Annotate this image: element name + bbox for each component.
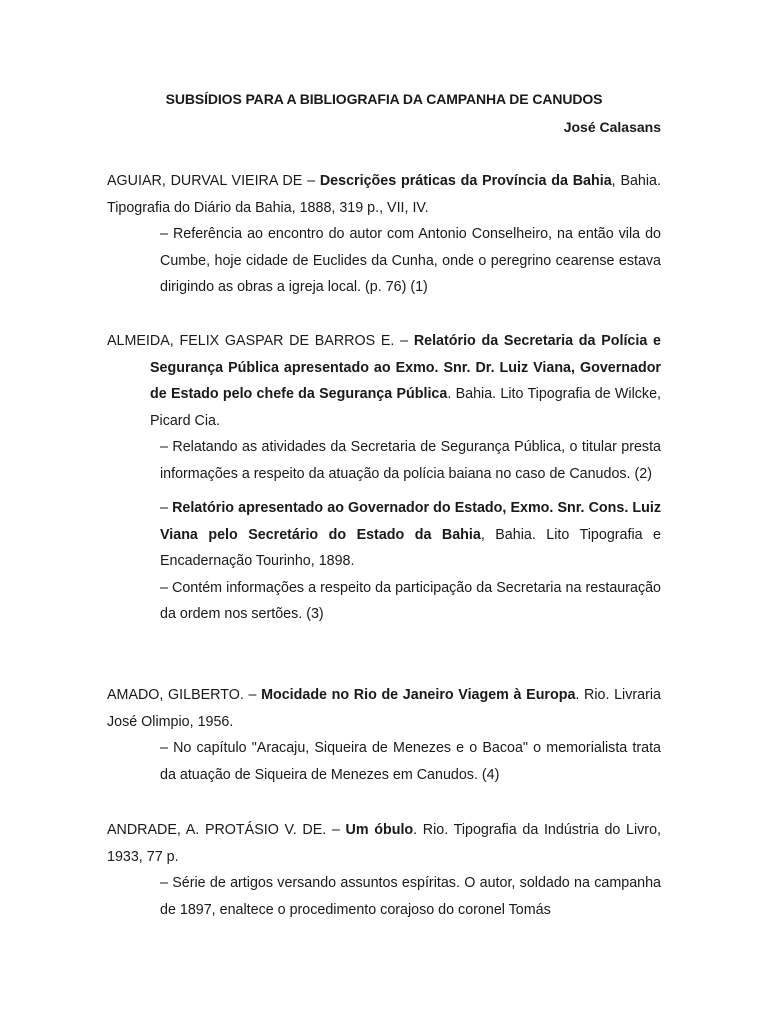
entry-citation <box>107 168 661 221</box>
bibliography-entry <box>107 817 661 923</box>
entry-note: – Série de artigos versando assuntos espíritas. O autor, soldado na campanha de 1897, enaltece o procedimento corajoso do coronel Tomás <box>160 875 661 918</box>
entry-work-title: Mocidade no Rio de Janeiro Viagem à Europa <box>261 687 576 703</box>
entry-citation <box>107 817 661 870</box>
entry-work-title: Descrições práticas da Província da Bahia <box>319 173 612 189</box>
entry-sub-publication: , Bahia. Lito Tipografia e Encadernação Tourinho, 1898. <box>160 526 662 569</box>
entry-sub-citation <box>107 495 661 575</box>
entry-citation <box>107 682 661 735</box>
entry-work-title: Relatório da Secretaria da Polícia e Segurança Pública apresentado ao Exmo. Snr. Dr. Luiz Viana, Governador de Estado pelo chefe da Segurança Pública <box>150 333 661 402</box>
entry-author: ANDRADE, A. PROTÁSIO V. DE. – <box>107 822 340 838</box>
entry-note: – Referência ao encontro do autor com Antonio Conselheiro, na então vila do Cumbe, hoje cidade de Euclides da Cunha, onde o peregrino cearense estava dirigindo as obras a igreja local. (p. 76) (1) <box>160 226 661 295</box>
entry-note: – Relatando as atividades da Secretaria de Segurança Pública, o titular presta informações a respeito da atuação da polícia baiana no caso de Canudos. (2) <box>160 439 661 482</box>
entry-sub-work-title: Relatório apresentado ao Governador do Estado, Exmo. Snr. Cons. Luiz Viana pelo Secretário do Estado da Bahia <box>160 500 661 543</box>
entry-sub-prefix: – <box>160 500 173 516</box>
entry-author: AMADO, GILBERTO. – <box>107 687 257 703</box>
entry-work-title: Um óbulo <box>345 822 414 838</box>
bibliography-entry <box>107 682 661 788</box>
entry-publication: . Bahia. Lito Tipografia de Wilcke, Picard Cia. <box>150 386 661 429</box>
entry-author: ALMEIDA, FELIX GASPAR DE BARROS E. – <box>107 333 409 349</box>
entry-publication: . Rio. Livraria José Olimpio, 1956. <box>107 687 661 730</box>
entry-sub-note: – Contém informações a respeito da participação da Secretaria na restauração da ordem nos sertões. (3) <box>160 579 661 622</box>
entry-note: – No capítulo "Aracaju, Siqueira de Menezes e o Bacoa" o memorialista trata da atuação de Siqueira de Menezes em Canudos. (4) <box>160 740 661 783</box>
bibliography-entry <box>107 328 661 628</box>
document-author: José Calasans <box>563 119 661 135</box>
document-title: SUBSÍDIOS PARA A BIBLIOGRAFIA DA CAMPANHA DE CANUDOS <box>165 91 603 107</box>
bibliography-entry <box>107 168 661 301</box>
entry-publication: . Rio. Tipografia da Indústria do Livro, 1933, 77 p. <box>107 822 661 865</box>
entry-author: AGUIAR, DURVAL VIEIRA DE – <box>107 173 316 189</box>
entry-publication: , Bahia. Tipografia do Diário da Bahia, 1888, 319 p., VII, IV. <box>107 173 661 216</box>
entry-citation <box>107 328 661 434</box>
